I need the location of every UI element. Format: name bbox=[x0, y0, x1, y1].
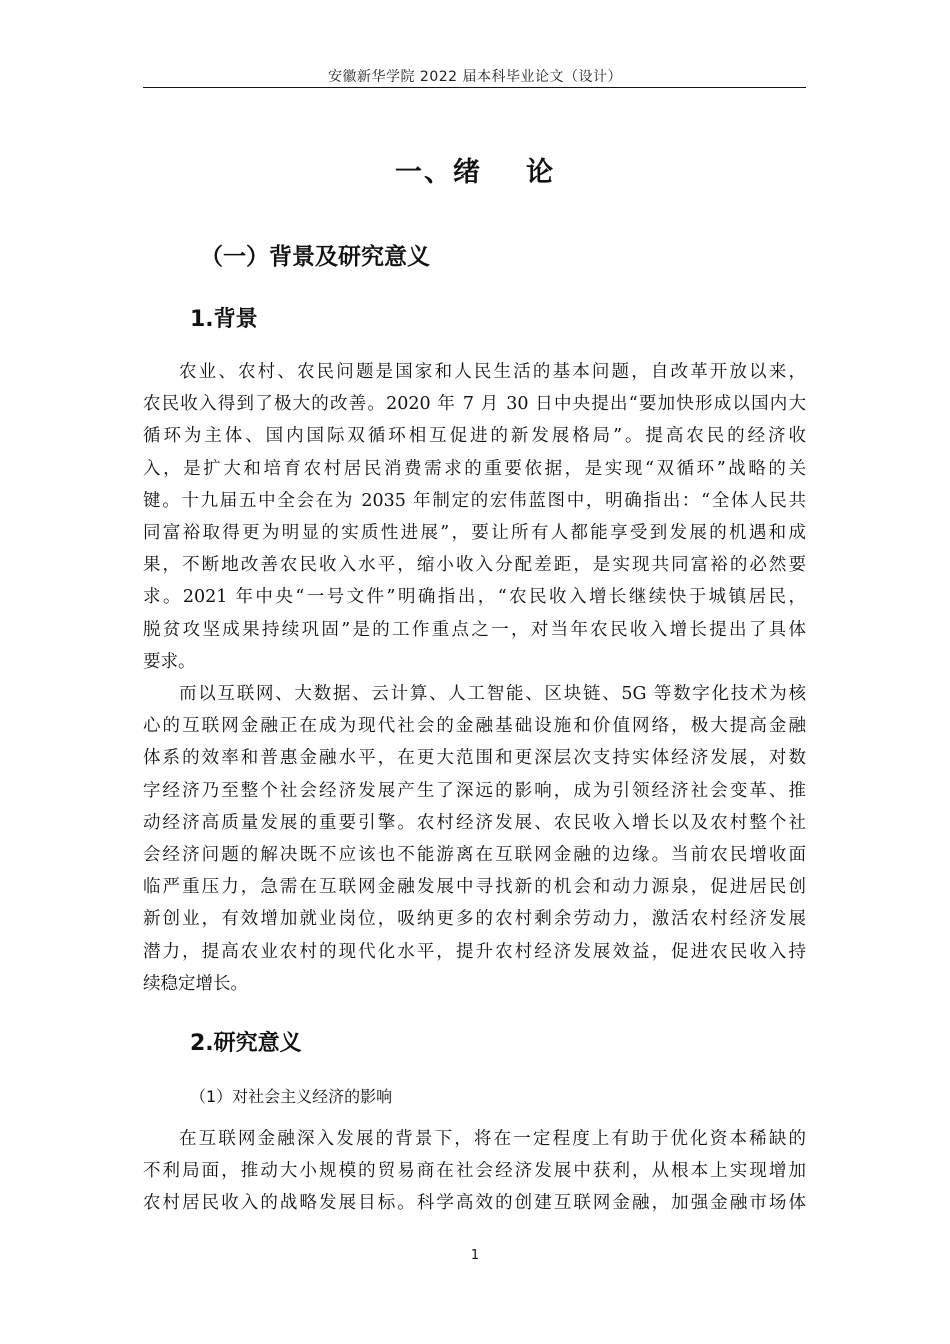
paragraph-line: 续稳定增长。 bbox=[143, 973, 248, 994]
section-title: （一）背景及研究意义 bbox=[200, 244, 430, 270]
paragraph-line: 同富裕取得更为明显的实质性进展”，要让所有人都能享受到发展的机遇和成 bbox=[143, 522, 806, 543]
paragraph-line: 入，是扩大和培育农村居民消费需求的重要依据，是实现“双循环”战略的关 bbox=[143, 458, 806, 479]
paragraph-line: 农业、农村、农民问题是国家和人民生活的基本问题，自改革开放以来， bbox=[179, 362, 806, 382]
paragraph-background-2 bbox=[143, 678, 806, 1000]
paragraph-line: 不利局面，推动大小规模的贸易商在社会经济发展中获利，从根本上实现增加 bbox=[143, 1161, 806, 1182]
page-number: 1 bbox=[470, 1248, 480, 1263]
chapter-title-part1: 一、绪 bbox=[395, 157, 482, 188]
paragraph-line: 字经济乃至整个社会经济发展产生了深远的影响，成为引领经济社会变革、推 bbox=[143, 780, 806, 801]
subsection-title-significance: 2.研究意义 bbox=[190, 1031, 302, 1056]
paragraph-line: 农民收入得到了极大的改善。2020 年 7 月 30 日中央提出“要加快形成以国内大 bbox=[143, 394, 806, 415]
header-divider bbox=[143, 87, 806, 88]
paragraph-line: 农村居民收入的战略发展目标。科学高效的创建互联网金融，加强金融市场体 bbox=[143, 1193, 806, 1214]
paragraph-line: 而以互联网、大数据、云计算、人工智能、区块链、5G 等数字化技术为核 bbox=[179, 684, 806, 704]
paragraph-significance-1 bbox=[143, 1123, 806, 1220]
paragraph-line: 会经济问题的解决既不应该也不能游离在互联网金融的边缘。当前农民增收面 bbox=[143, 844, 806, 865]
paragraph-line: 动经济高质量发展的重要引擎。农村经济发展、农民收入增长以及农村整个社 bbox=[143, 812, 806, 833]
paragraph-line: 要求。 bbox=[143, 651, 196, 672]
chapter-title bbox=[0, 150, 950, 189]
subsection-title-background: 1.背景 bbox=[190, 307, 258, 332]
paragraph-line: 心的互联网金融正在成为现代社会的金融基础设施和价值网络，极大提高金融 bbox=[143, 716, 806, 737]
subsubsection-title: （1）对社会主义经济的影响 bbox=[190, 1087, 393, 1106]
paragraph-line: 新创业，有效增加就业岗位，吸纳更多的农村剩余劳动力，激活农村经济发展 bbox=[143, 909, 806, 930]
paragraph-line: 体系的效率和普惠金融水平，在更大范围和更深层次支持实体经济发展，对数 bbox=[143, 748, 806, 769]
paragraph-line: 临严重压力，急需在互联网金融发展中寻找新的机会和动力源泉，促进居民创 bbox=[143, 877, 806, 898]
running-header: 安徽新华学院 2022 届本科毕业论文（设计） bbox=[327, 69, 623, 85]
chapter-title-part2: 论 bbox=[526, 157, 555, 188]
paragraph-line: 脱贫攻坚成果持续巩固”是的工作重点之一，对当年农民收入增长提出了具体 bbox=[143, 619, 806, 640]
paragraph-line: 在互联网金融深入发展的背景下，将在一定程度上有助于优化资本稀缺的 bbox=[179, 1129, 806, 1149]
paragraph-line: 求。2021 年中央“一号文件”明确指出，“农民收入增长继续快于城镇居民， bbox=[143, 587, 806, 608]
paragraph-line: 果，不断地改善农民收入水平，缩小收入分配差距，是实现共同富裕的必然要 bbox=[143, 555, 806, 576]
paragraph-line: 循环为主体、国内国际双循环相互促进的新发展格局”。提高农民的经济收 bbox=[143, 426, 806, 447]
paragraph-line: 键。十九届五中全会在为 2035 年制定的宏伟蓝图中，明确指出：“全体人民共 bbox=[143, 490, 806, 511]
paragraph-line: 潜力，提高农业农村的现代化水平，提升农村经济发展效益，促进农民收入持 bbox=[143, 941, 806, 962]
paragraph-background-1 bbox=[143, 356, 806, 678]
